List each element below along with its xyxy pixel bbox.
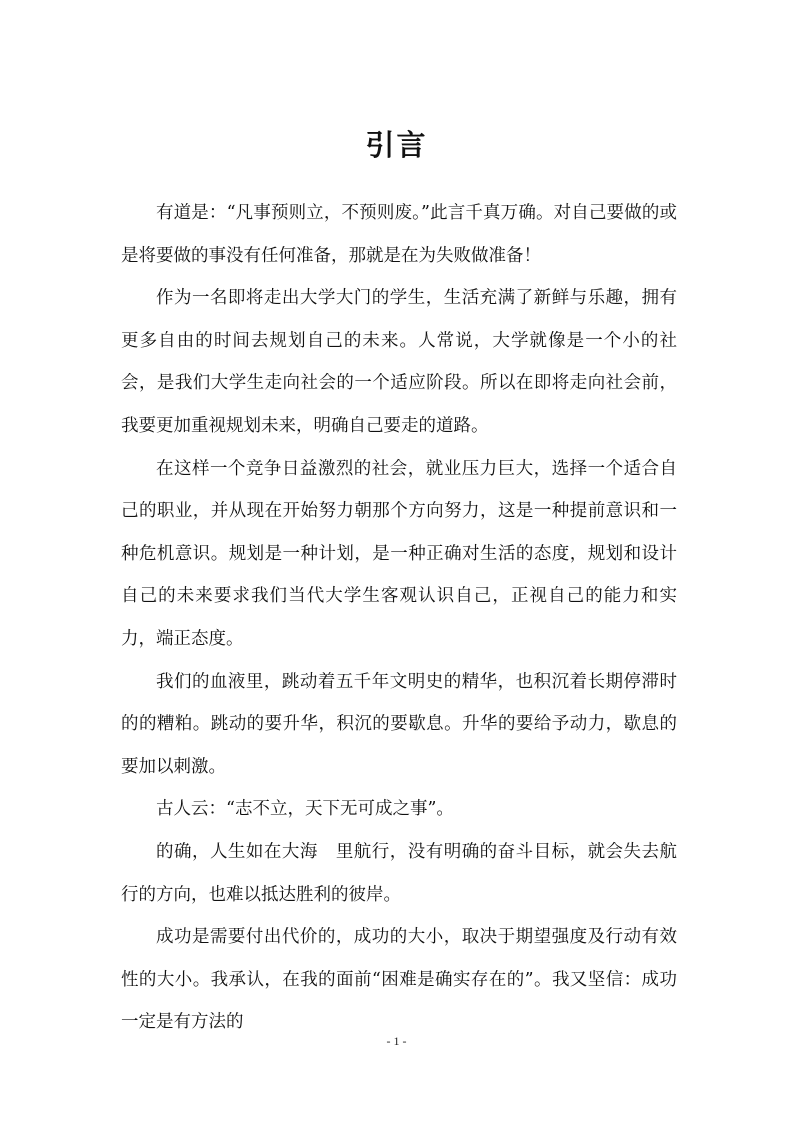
paragraph-7: 成功是需要付出代价的，成功的大小，取决于期望强度及行动有效性的大小。我承认，在我的面前“困难是确实存在的”。我又坚信：成功一定是有方法的: [121, 927, 677, 1033]
paragraph-3: 在这样一个竞争日益激烈的社会，就业压力巨大，选择一个适合自己的职业，并从现在开始努力朝那个方向努力，这是一种提前意识和一种危机意识。规划是一种计划，是一种正确对生活的态度，规划和设计自己的未来要求我们当代大学生客观认识自己，正视自己的能力和实力，端正态度。: [121, 458, 677, 649]
page-title: 引言: [365, 128, 428, 162]
page-number: - 1 -: [386, 1034, 407, 1048]
paragraph-4: 我们的血液里，跳动着五千年文明史的精华，也积沉着长期停滞时的的糟粕。跳动的要升华，积沉的要歇息。升华的要给予动力，歇息的要加以刺激。: [121, 671, 677, 777]
paragraph-5: 古人云：“志不立，天下无可成之事”。: [156, 799, 454, 820]
document-body: [121, 192, 677, 1044]
paragraph-6: 的确，人生如在大海 里航行，没有明确的奋斗目标，就会失去航行的方向，也难以抵达胜利的彼岸。: [121, 841, 677, 905]
paragraph-1: 有道是：“凡事预则立，不预则废。”此言千真万确。对自己要做的或是将要做的事没有任何准备，那就是在为失败做准备！: [121, 203, 677, 266]
paragraph-2: 作为一名即将走出大学大门的学生，生活充满了新鲜与乐趣，拥有更多自由的时间去规划自己的未来。人常说，大学就像是一个小的社会，是我们大学生走向社会的一个适应阶段。所以在即将走向社会前，我要更加重视规划未来，明确自己要走的道路。: [121, 288, 677, 436]
